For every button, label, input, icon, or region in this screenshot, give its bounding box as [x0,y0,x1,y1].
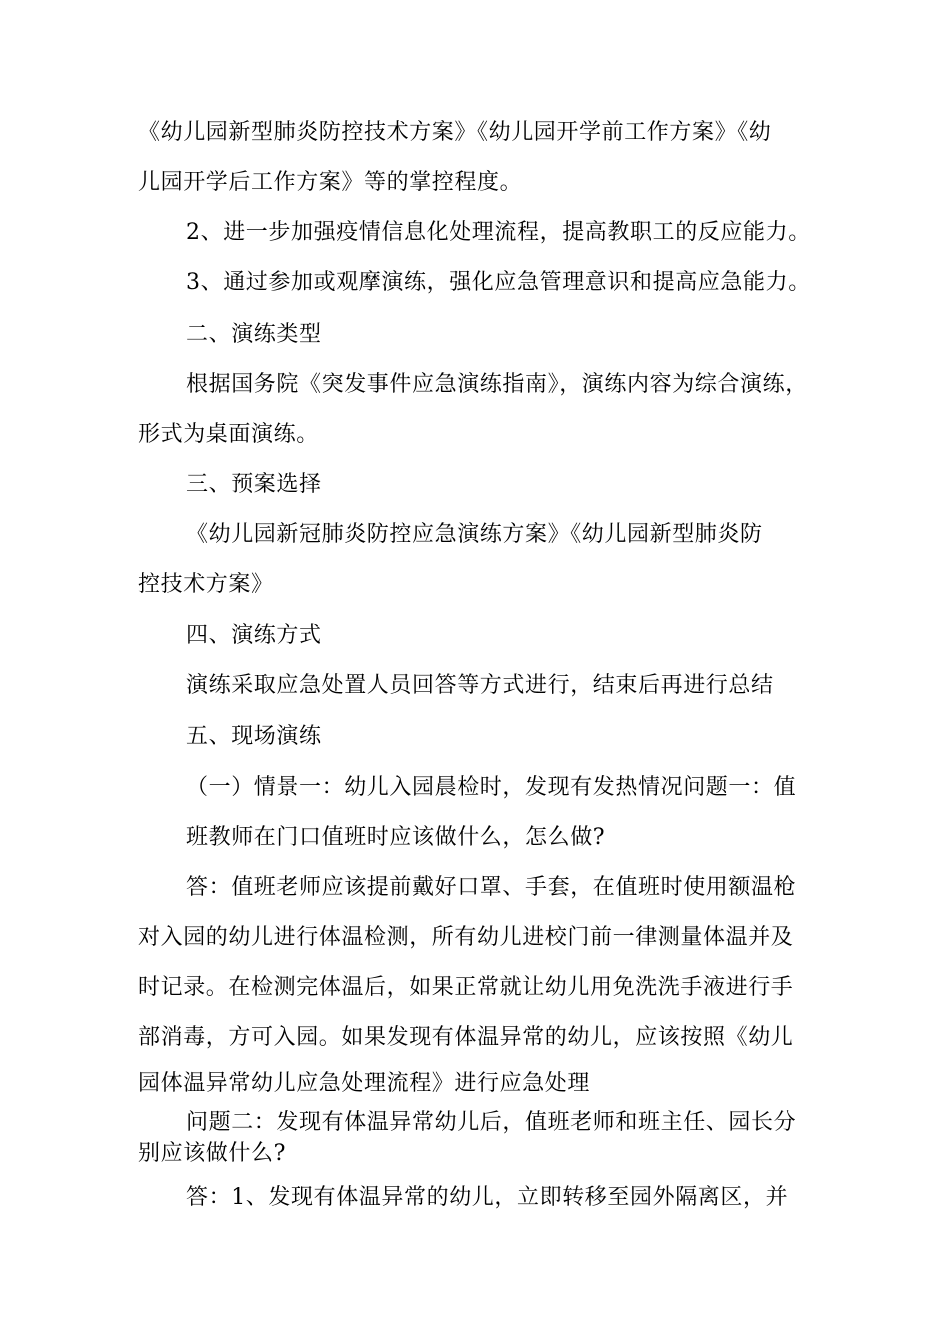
section-heading: 三、预案选择 [186,472,322,497]
text-line: 对入园的幼儿进行体温检测，所有幼儿进校门前一律测量体温并及 [138,925,794,950]
text-line: 《幼儿园新冠肺炎防控应急演练方案》《幼儿园新型肺炎防 [186,522,763,547]
text-line: 演练采取应急处置人员回答等方式进行，结束后再进行总结 [186,673,774,698]
text-line: 答：值班老师应该提前戴好口罩、手套，在值班时使用额温枪 [186,875,797,900]
text-line: 儿园开学后工作方案》等的掌控程度。 [138,170,523,195]
section-heading: 四、演练方式 [186,623,322,648]
text-line: 别应该做什么? [138,1141,286,1166]
text-line: 3、通过参加或观摩演练，强化应急管理意识和提高应急能力。 [186,270,811,295]
text-line: 部消毒，方可入园。如果发现有体温异常的幼儿，应该按照《幼儿 [138,1025,794,1050]
text-line: 2、进一步加强疫情信息化处理流程，提高教职工的反应能力。 [186,220,811,245]
text-line: 根据国务院《突发事件应急演练指南》，演练内容为综合演练， [186,372,808,397]
section-heading: 五、现场演练 [186,724,322,749]
text-line: 形式为桌面演练。 [138,422,319,447]
text-line: 控技术方案》 [138,572,274,597]
text-line: 《幼儿园新型肺炎防控技术方案》《幼儿园开学前工作方案》《幼 [138,120,772,145]
section-heading: 二、演练类型 [186,322,322,347]
text-line: 答：1、发现有体温异常的幼儿，立即转移至园外隔离区，并 [186,1185,789,1210]
text-line: 时记录。在检测完体温后，如果正常就让幼儿用免洗洗手液进行手 [138,975,794,1000]
text-line: 问题二：发现有体温异常幼儿后，值班老师和班主任、园长分 [186,1110,797,1135]
text-line: 园体温异常幼儿应急处理流程》进行应急处理 [138,1071,591,1096]
text-line: （一）情景一：幼儿入园晨检时，发现有发热情况问题一：值 [186,775,797,800]
text-line: 班教师在门口值班时应该做什么，怎么做? [186,825,606,850]
